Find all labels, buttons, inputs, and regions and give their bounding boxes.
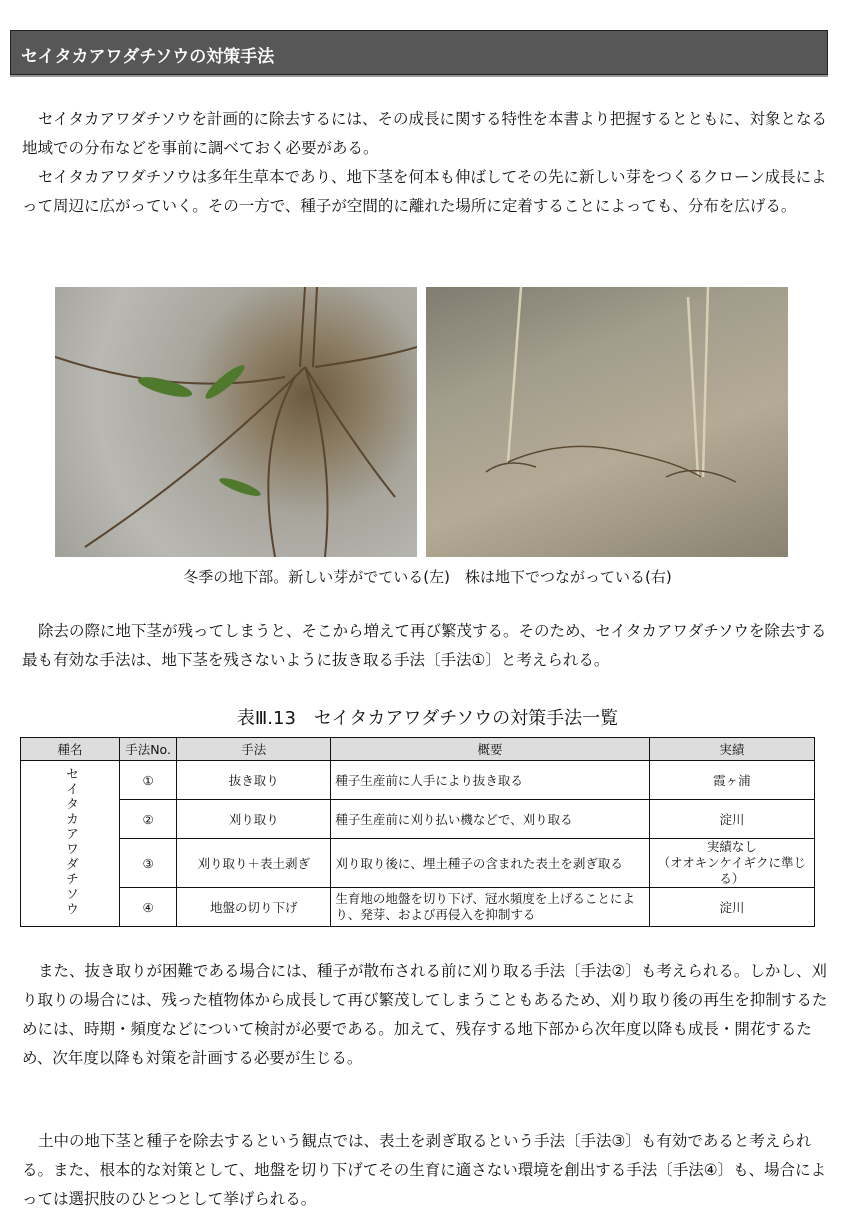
section-title: セイタカアワダチソウの対策手法	[21, 47, 275, 67]
summary: 生育地の地盤を切り下げ、冠水頻度を上げることにより、発芽、および再侵入を抑制する	[331, 888, 649, 927]
photo-connected-stocks	[426, 287, 788, 557]
header-method-no: 手法No.	[120, 738, 177, 761]
outro-paragraph-1: また、抜き取りが困難である場合には、種子が散布される前に刈り取る手法〔手法②〕も考えられる。しかし、刈り取りの場合には、残った植物体から成長して再び繁茂してしまうこともあるため、刈り取り後の再生を抑制するためには、時期・頻度などについて検討が必要である。加えて、残存する地下部から次年度以降も成長・開花するため、次年度以降も対策を計画する必要が生じる。	[22, 962, 828, 1067]
table-row	[21, 761, 815, 800]
record: 淀川	[649, 800, 814, 839]
header-species: 種名	[21, 738, 120, 761]
species-name: セイタカアワダチソウ	[63, 767, 78, 917]
method: 刈り取り＋表土剥ぎ	[177, 839, 331, 888]
method-no: ①	[120, 761, 177, 800]
record: 霞ヶ浦	[649, 761, 814, 800]
middle-paragraph: 除去の際に地下茎が残ってしまうと、そこから増えて再び繁茂する。そのため、セイタカアワダチソウを除去する最も有効な手法は、地下茎を残さないように抜き取る手法〔手法①〕と考えられる。	[22, 622, 827, 669]
summary: 種子生産前に人手により抜き取る	[331, 761, 649, 800]
table-row	[21, 888, 815, 927]
section-header	[10, 30, 828, 75]
header-record: 実績	[649, 738, 814, 761]
countermeasures-table	[20, 737, 815, 927]
summary: 刈り取り後に、埋土種子の含まれた表土を剥ぎ取る	[331, 839, 649, 888]
header-method: 手法	[177, 738, 331, 761]
method-no: ④	[120, 888, 177, 927]
method-no: ③	[120, 839, 177, 888]
record: 実績なし （オオキンケイギクに準じる）	[649, 839, 814, 888]
stems-illustration	[426, 287, 788, 557]
roots-illustration	[55, 287, 417, 557]
table-title: 表Ⅲ.13 セイタカアワダチソウの対策手法一覧	[236, 708, 619, 729]
table-row	[21, 800, 815, 839]
record: 淀川	[649, 888, 814, 927]
summary: 種子生産前に刈り払い機などで、刈り取る	[331, 800, 649, 839]
header-summary: 概要	[331, 738, 649, 761]
table-row	[21, 839, 815, 888]
method: 抜き取り	[177, 761, 331, 800]
intro-paragraph-2: セイタカアワダチソウは多年生草本であり、地下茎を何本も伸ばしてその先に新しい芽をつくるクローン成長によって周辺に広がっていく。その一方で、種子が空間的に離れた場所に定着することによっても、分布を広げる。	[22, 168, 827, 215]
photo-caption: 冬季の地下部。新しい芽がでている(左) 株は地下でつながっている(右)	[183, 568, 672, 586]
intro-paragraph-1: セイタカアワダチソウを計画的に除去するには、その成長に関する特性を本書より把握するとともに、対象となる地域での分布などを事前に調べておく必要がある。	[22, 110, 827, 157]
method: 地盤の切り下げ	[177, 888, 331, 927]
method-no: ②	[120, 800, 177, 839]
method: 刈り取り	[177, 800, 331, 839]
outro-paragraph-2: 土中の地下茎と種子を除去するという観点では、表土を剥ぎ取るという手法〔手法③〕も有効であると考えられる。また、根本的な対策として、地盤を切り下げてその生育に適さない環境を創出する手法〔手法④〕も、場合によっては選択肢のひとつとして挙げられる。	[22, 1132, 827, 1208]
table-header-row	[21, 738, 815, 761]
photo-winter-underground-part	[55, 287, 417, 557]
